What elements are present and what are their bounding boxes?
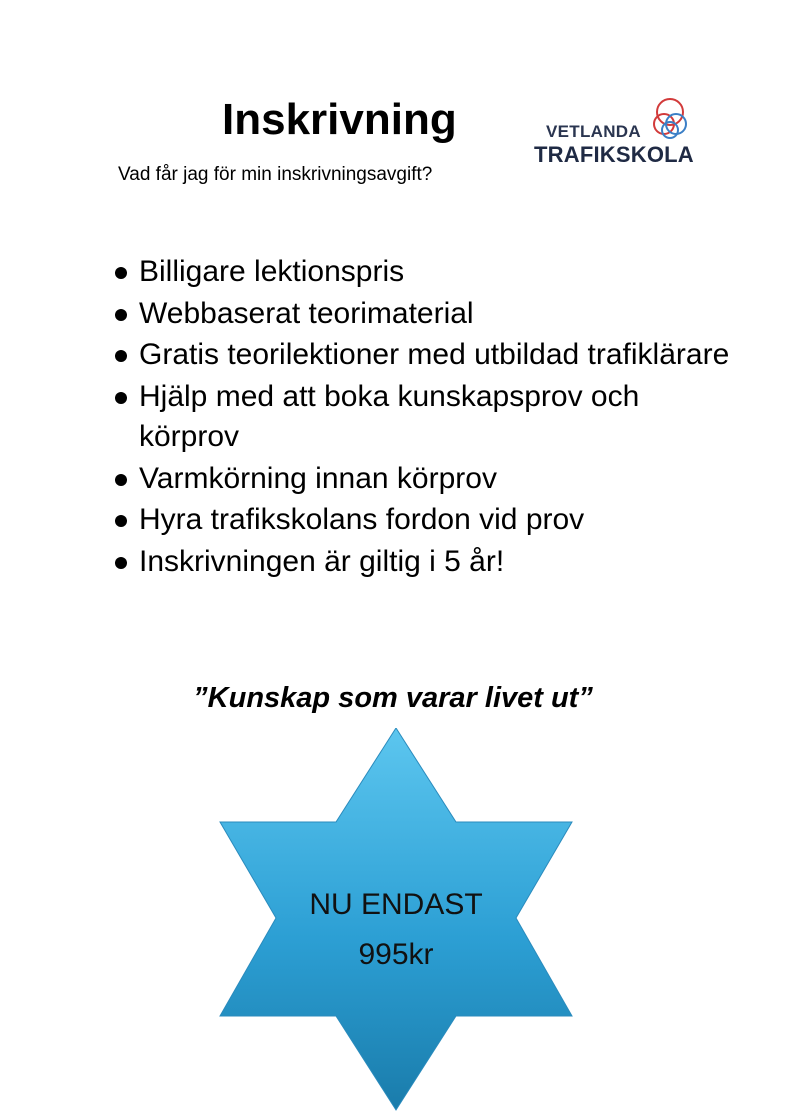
benefit-text: Hjälp med att boka kunskapsprov och körprov xyxy=(139,379,640,453)
logo-line-2: TRAFIKSKOLA xyxy=(534,142,694,167)
benefit-text: Webbaserat teorimaterial xyxy=(139,296,474,330)
benefit-item xyxy=(112,542,732,583)
benefit-item xyxy=(112,377,732,458)
benefit-text: Billigare lektionspris xyxy=(139,255,405,288)
bullet-icon xyxy=(115,267,127,279)
benefit-text: Inskrivningen är giltig i 5 år! xyxy=(139,544,505,578)
benefit-text: Varmkörning innan körprov xyxy=(139,461,497,495)
vetlanda-trafikskola-logo xyxy=(530,96,710,176)
page-title: Inskrivning xyxy=(222,95,457,144)
benefit-item xyxy=(112,294,732,335)
bullet-icon xyxy=(115,474,127,486)
bullet-icon xyxy=(115,557,127,569)
logo-rings-icon xyxy=(640,96,700,146)
slogan: ”Kunskap som varar livet ut” xyxy=(193,682,593,714)
offer-label: NU ENDAST xyxy=(309,888,483,921)
benefit-item xyxy=(112,500,732,541)
benefit-item xyxy=(112,252,732,293)
benefit-text: Hyra trafikskolans fordon vid prov xyxy=(139,503,585,536)
bullet-icon xyxy=(115,515,127,527)
benefit-text: Gratis teorilektioner med utbildad trafiklärare xyxy=(139,338,730,371)
logo-line-1: VETLANDA xyxy=(546,122,641,141)
bullet-icon xyxy=(115,309,127,321)
offer-price: 995kr xyxy=(358,938,434,971)
page-subtitle: Vad får jag för min inskrivningsavgift? xyxy=(118,164,433,185)
benefit-item xyxy=(112,335,732,376)
benefits-list xyxy=(112,252,732,583)
bullet-icon xyxy=(115,350,127,362)
benefit-item xyxy=(112,459,732,500)
bullet-icon xyxy=(115,392,127,404)
